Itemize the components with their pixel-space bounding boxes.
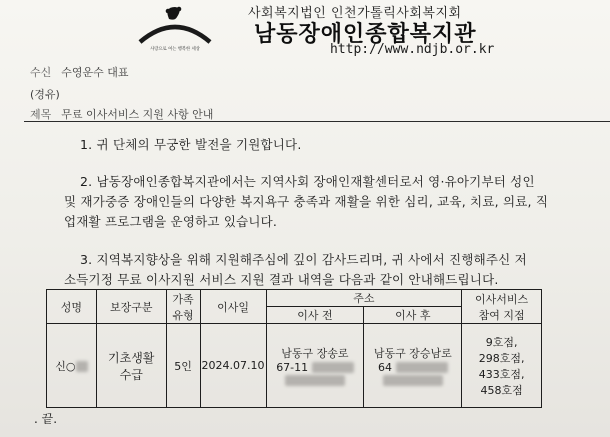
cell-name: 신○ — [47, 324, 97, 408]
cell-branches: 9호점, 298호점, 433호점, 458호점 — [462, 324, 542, 408]
cell-before-address: 남동구 장송로 67-11 — [266, 324, 364, 408]
subject-value: 무료 이사서비스 지원 사항 안내 — [61, 108, 214, 121]
redacted-after-address-2 — [383, 375, 443, 386]
cell-after-address: 남동구 장승남로 64 — [364, 324, 462, 408]
header-before: 이사 전 — [266, 307, 364, 324]
svg-text:사랑으로 여는 행복한 세상: 사랑으로 여는 행복한 세상 — [150, 47, 200, 52]
header-move-date: 이사일 — [200, 290, 266, 324]
header-address: 주소 — [266, 290, 462, 307]
org-url: http://www.ndjb.or.kr — [330, 42, 495, 57]
end-mark: . 끝. — [34, 412, 58, 426]
subject-label: 제목 — [30, 108, 52, 121]
redacted-after-address — [396, 362, 448, 373]
redacted-before-address — [312, 362, 354, 373]
header-security: 보장구분 — [96, 290, 166, 324]
moving-service-table — [46, 289, 542, 408]
org-name: 남동장애인종합복지관 — [254, 22, 477, 47]
redacted-before-address-2 — [285, 375, 345, 386]
recipient-label: 수신 — [30, 66, 52, 79]
paragraph-3-line-1: 3. 지역복지향상을 위해 지원해주심에 깊이 감사드리며, 귀 사에서 진행해주신 저 — [80, 252, 527, 267]
recipient-line — [30, 64, 129, 80]
paragraph-2-line-2: 및 재가중증 장애인들의 다양한 복지욕구 충족과 재활을 위한 심리, 교육, 치료, 의료, 직 — [64, 194, 549, 209]
redacted-name — [76, 361, 88, 372]
recipient-value: 수영운수 대표 — [61, 66, 129, 79]
cell-move-date: 2024.07.10 — [200, 324, 266, 408]
paragraph-1: 1. 귀 단체의 무궁한 발전을 기원합니다. — [80, 137, 302, 152]
via-line: (경유) — [30, 88, 60, 101]
paragraph-2-line-1: 2. 남동장애인종합복지관에서는 지역사회 장애인재활센터로서 영·유아기부터 성인 — [80, 174, 535, 189]
header-service-branch: 이사서비스 참여 지점 — [462, 290, 542, 324]
org-affiliation: 사회복지법인 인천가톨릭사회복지회 — [248, 6, 462, 21]
subject-divider — [24, 121, 610, 122]
welfare-center-logo — [138, 4, 212, 52]
cell-household: 5인 — [166, 324, 200, 408]
table-row — [47, 324, 542, 408]
header-name: 성명 — [47, 290, 97, 324]
paragraph-3-line-2: 소득기정 무료 이사지원 서비스 지원 결과 내역을 다음과 같이 안내해드립니다. — [64, 272, 499, 287]
header-household: 가족 유형 — [166, 290, 200, 324]
paragraph-2-line-3: 업재활 프로그램을 운영하고 있습니다. — [64, 214, 278, 229]
cell-security: 기초생활 수급 — [96, 324, 166, 408]
subject-line — [30, 106, 213, 122]
header-after: 이사 후 — [364, 307, 462, 324]
